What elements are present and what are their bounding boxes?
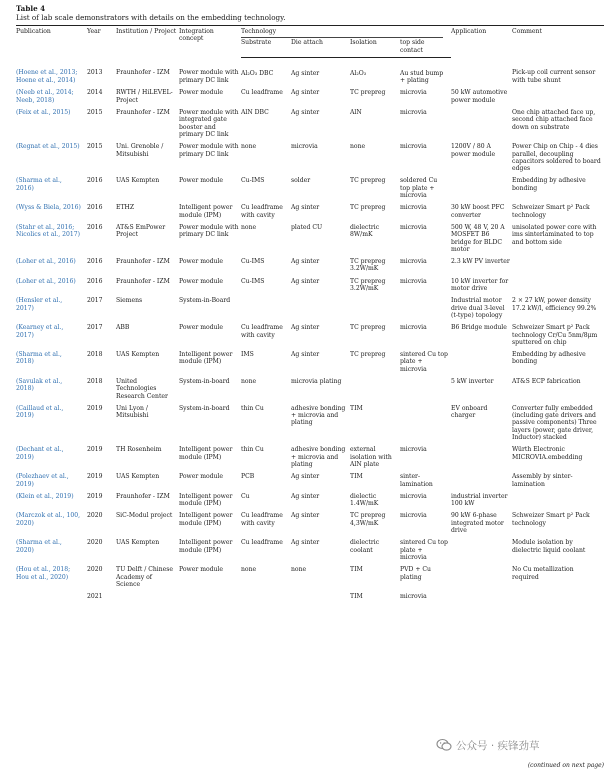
cell-substrate: Al₂O₃ DBC (241, 69, 274, 77)
cell-integration: Intelligent power module (IPM) (179, 492, 233, 508)
watermark-text: 公众号 · 疾锋劲草 (456, 739, 540, 752)
cell-application (451, 536, 512, 563)
cell-substrate: thin Cu (241, 446, 264, 454)
cell-top-side-contact: microvia (400, 143, 427, 151)
cell-institution: United Technologies Research Center (116, 377, 168, 400)
cell-comment: 2 × 27 kW, power density 17.2 kW/l, efficiency 99.2% (512, 297, 597, 312)
cell-isolation: TIM (350, 566, 363, 574)
cell-year: 2016 (87, 258, 103, 266)
cell-top-side-contact: microvia (400, 109, 427, 117)
cell-integration: Power module with primary DC link (179, 143, 239, 158)
header-comment: Comment (512, 26, 604, 58)
cell-application: 5 kW inverter (451, 377, 494, 385)
cell-top-side-contact: microvia (400, 512, 427, 520)
cell-top-side-contact: microvia (400, 277, 427, 285)
cell-substrate (241, 294, 291, 321)
cell-top-side-contact: microvia (400, 593, 427, 601)
cell-application: 1200V / 80 A power module (451, 143, 496, 158)
table-row (16, 174, 604, 201)
cell-die-attach: solder (291, 177, 311, 185)
cell-top-side-contact: sintered Cu top plate + microvia (400, 351, 448, 373)
cell-application: Industrial motor drive dual 3-level (t-type) topology (451, 297, 505, 319)
cell-top-side-contact: soldered Cu top plate + microvia (400, 177, 438, 200)
cell-integration: Power module (179, 177, 224, 185)
watermark-badge (432, 736, 606, 754)
cell-application (451, 57, 512, 86)
header-row-top (16, 26, 604, 39)
cell-substrate: AlN DBC (241, 109, 269, 117)
cell-die-attach: Ag sinter (291, 277, 320, 285)
header-integration: Integration concept (179, 26, 241, 58)
cell-integration (179, 590, 241, 602)
continued-note: (continued on next page) (527, 762, 604, 769)
cell-institution (116, 590, 179, 602)
cell-die-attach: Ag sinter (291, 351, 320, 359)
cell-institution: SiC-Modul project (116, 512, 173, 520)
cell-publication[interactable]: (Savulak et al., 2018) (16, 377, 63, 393)
cell-substrate: Cu-IMS (241, 258, 265, 266)
cell-top-side-contact: microvia (400, 223, 427, 231)
cell-publication[interactable]: (Sharma et al., 2016) (16, 177, 62, 192)
cell-application (451, 470, 512, 490)
table-row (16, 201, 604, 221)
cell-comment (512, 86, 604, 106)
table-row (16, 294, 604, 321)
cell-integration: Intelligent power module (IPM) (179, 539, 233, 554)
cell-institution: AT&S EmPower Project (116, 223, 166, 239)
cell-isolation: external isolation with AlN plate (350, 446, 392, 468)
cell-comment: Converter fully embedded (including gate drivers and passive components) Three layers (power, gate driver, Inductor) stacked (512, 404, 597, 442)
cell-isolation: dielectric 8W/mK (350, 223, 380, 239)
cell-integration: Power module (179, 473, 224, 481)
cell-application: EV onboard charger (451, 404, 488, 420)
cell-die-attach (291, 294, 350, 321)
cell-year: 2019 (87, 473, 103, 481)
cell-year: 2015 (87, 143, 103, 151)
cell-publication[interactable]: (Marczok et al., 100, 2020) (16, 512, 81, 527)
cell-die-attach: Ag sinter (291, 89, 320, 97)
wechat-icon (436, 738, 452, 752)
table-row (16, 140, 604, 174)
table-row (16, 590, 604, 602)
cell-substrate: Cu leadframe (241, 89, 283, 97)
cell-institution: RWTH / HiLEVEL-Project (116, 89, 173, 104)
cell-substrate: Cu leadframe (241, 539, 283, 547)
table-row (16, 86, 604, 106)
cell-substrate: Cu-IMS (241, 177, 265, 185)
cell-die-attach (291, 590, 350, 602)
table-row (16, 443, 604, 470)
cell-isolation: TIM (350, 404, 363, 412)
cell-substrate: thin Cu (241, 404, 264, 412)
cell-isolation: TC prepreg 3.2W/mK (350, 258, 386, 273)
cell-publication[interactable]: (Klein et al., 2019) (16, 492, 74, 500)
cell-institution: Fraunhofer - IZM (116, 492, 170, 500)
cell-substrate: PCB (241, 473, 255, 481)
cell-institution: UAS Kempten (116, 539, 160, 547)
cell-application: B6 Bridge module (451, 324, 507, 332)
cell-publication[interactable] (16, 590, 87, 602)
cell-application (451, 443, 512, 470)
cell-isolation: none (350, 143, 366, 151)
cell-isolation (350, 375, 400, 402)
cell-die-attach: Ag sinter (291, 204, 320, 212)
cell-die-attach: Ag sinter (291, 492, 320, 500)
cell-publication[interactable]: (Sharma et al., 2020) (16, 539, 62, 554)
cell-comment: No Cu metallization required (512, 566, 574, 581)
cell-publication[interactable]: (Caillaud et al., 2019) (16, 404, 64, 420)
demonstrators-table (16, 25, 604, 602)
cell-publication[interactable]: (Feix et al., 2015) (16, 109, 71, 117)
cell-application: 50 kW automotive power module (451, 89, 508, 104)
cell-integration: System-in-board (179, 377, 230, 385)
cell-application (451, 563, 512, 590)
cell-isolation: TIM (350, 593, 363, 601)
cell-year: 2017 (87, 324, 103, 332)
cell-substrate: Cu leadframe with cavity (241, 512, 283, 527)
cell-application (451, 174, 512, 201)
cell-top-side-contact: sinter-lamination (400, 473, 433, 488)
cell-year: 2014 (87, 89, 103, 97)
cell-isolation: TC prepreg (350, 351, 386, 359)
header-technology-group (241, 26, 451, 39)
cell-institution: ETHZ (116, 204, 135, 212)
table-caption: List of lab scale demonstrators with details on the embedding technology. (16, 13, 286, 22)
cell-die-attach: Ag sinter (291, 109, 320, 117)
cell-year: 2015 (87, 109, 103, 117)
cell-substrate: Cu leadframe with cavity (241, 324, 283, 339)
cell-integration: Power module (179, 566, 224, 574)
cell-isolation: Al₂O₃ (350, 69, 367, 77)
cell-comment: Schweizer Smart p² Pack technology (512, 204, 590, 219)
cell-substrate: none (241, 223, 257, 231)
cell-application: industrial inverter 100 kW (451, 492, 508, 508)
table-row (16, 348, 604, 375)
cell-die-attach: microvia plating (291, 377, 342, 385)
cell-die-attach: microvia (291, 143, 318, 151)
table-row (16, 402, 604, 443)
header-top-side-contact: top side contact (400, 38, 451, 57)
cell-institution: UAS Kempten (116, 351, 160, 359)
cell-year: 2018 (87, 377, 103, 385)
cell-comment: AT&S ECP fabrication (512, 377, 581, 385)
cell-isolation (350, 294, 400, 321)
header-isolation: Isolation (350, 38, 400, 57)
cell-year: 2020 (87, 512, 103, 520)
table-row (16, 255, 604, 275)
cell-die-attach: Ag sinter (291, 258, 320, 266)
table-row (16, 321, 604, 348)
table-row (16, 563, 604, 590)
table-body (16, 57, 604, 602)
header-institution: Institution / Project (116, 26, 179, 58)
cell-institution: Siemens (116, 297, 143, 305)
cell-top-side-contact: microvia (400, 89, 427, 97)
cell-year: 2021 (87, 593, 103, 601)
cell-top-side-contact: microvia (400, 446, 427, 454)
cell-comment (512, 590, 604, 602)
cell-isolation: TIM (350, 473, 363, 481)
cell-application: 90 kW 6-phase integrated motor drive (451, 512, 504, 535)
cell-comment: Pick-up coil current sensor with tube shunt (512, 69, 596, 84)
cell-integration: Intelligent power module (IPM) (179, 512, 233, 527)
cell-institution: Fraunhofer - IZM (116, 258, 170, 266)
cell-publication[interactable]: (Kearney et al., 2017) (16, 324, 64, 339)
cell-comment (512, 255, 604, 275)
document-page (16, 4, 604, 602)
cell-year: 2018 (87, 351, 103, 359)
cell-isolation: TC prepreg (350, 89, 386, 97)
cell-top-side-contact: PVD + Cu plating (400, 566, 431, 581)
cell-integration: Intelligent power module (IPM) (179, 204, 233, 219)
cell-substrate: Cu leadframe with cavity (241, 204, 283, 219)
cell-integration: Power module with primary DC link (179, 223, 239, 239)
cell-application (451, 590, 512, 602)
cell-substrate: Cu-IMS (241, 277, 265, 285)
cell-isolation: TC prepreg (350, 324, 386, 332)
cell-year: 2019 (87, 446, 103, 454)
cell-year: 2020 (87, 566, 103, 574)
cell-die-attach: adhesive bonding + microvia and plating (291, 404, 346, 427)
cell-year: 2016 (87, 277, 103, 285)
cell-comment (512, 275, 604, 295)
cell-institution: TH Rosenheim (116, 446, 162, 454)
header-publication: Publication (16, 26, 87, 58)
cell-isolation: dielectric coolant (350, 539, 380, 554)
cell-substrate: none (241, 143, 257, 151)
cell-institution: UAS Kempten (116, 473, 160, 481)
table-row (16, 470, 604, 490)
cell-isolation: TC prepreg 3.2W/mK (350, 277, 386, 293)
cell-integration: Power module (179, 277, 224, 285)
header-substrate: Substrate (241, 38, 291, 57)
cell-year: 2013 (87, 69, 103, 77)
cell-substrate (241, 590, 291, 602)
cell-application: 2.3 kW PV inverter (451, 258, 510, 266)
cell-publication[interactable]: (Loher et al., 2016) (16, 258, 76, 266)
cell-top-side-contact: sintered Cu top plate + microvia (400, 539, 448, 561)
table-row (16, 375, 604, 402)
cell-comment: Embedding by adhesive bonding (512, 177, 586, 192)
cell-isolation: TC prepreg (350, 177, 386, 185)
table-row (16, 221, 604, 255)
cell-institution: Fraunhofer - IZM (116, 109, 170, 117)
cell-publication[interactable]: (Polezhaev et al., 2019) (16, 473, 69, 488)
cell-isolation: TC prepreg 4,3W/mK (350, 512, 386, 527)
cell-comment: Assembly by sinter-lamination (512, 473, 573, 488)
cell-publication[interactable]: (Sharma et al., 2018) (16, 351, 62, 366)
table-row (16, 490, 604, 510)
cell-isolation: dielectic 1.4W/mK (350, 492, 379, 508)
cell-comment: Power Chip on Chip - 4 dies parallel, decoupling capacitors soldered to board edges (512, 143, 601, 173)
header-technology: Technology (241, 28, 443, 38)
table-row (16, 106, 604, 140)
cell-die-attach: Ag sinter (291, 512, 320, 520)
cell-die-attach: plated CU (291, 223, 323, 231)
cell-comment: Schweizer Smart p² Pack technology Cr/Cu 5nm/8μm sputtered on chip (512, 324, 598, 346)
cell-comment: unisolated power core with ims sinterlaminated to top and bottom side (512, 223, 597, 246)
cell-top-side-contact (400, 375, 451, 402)
cell-isolation: AlN (350, 109, 362, 117)
cell-die-attach: Ag sinter (291, 539, 320, 547)
cell-year: 2016 (87, 204, 103, 212)
cell-integration: System-in-board (179, 404, 230, 412)
cell-institution: Uni. Grenoble / Mitsubishi (116, 143, 164, 158)
cell-publication[interactable]: (Stahr et al., 2016; Nicolics et al., 2017) (16, 223, 81, 239)
cell-comment: Schweizer Smart p² Pack technology (512, 512, 590, 527)
cell-comment: Würth Electronic MICROVIA.embedding (512, 446, 583, 461)
cell-comment: Module isolation by dielectric liquid coolant (512, 539, 586, 554)
cell-top-side-contact (400, 294, 451, 321)
cell-comment: Embedding by adhesive bonding (512, 351, 586, 366)
table-row (16, 536, 604, 563)
cell-substrate: Cu (241, 492, 250, 500)
cell-die-attach: adhesive bonding + microvia and plating (291, 446, 346, 468)
cell-top-side-contact (400, 402, 451, 443)
cell-application: 30 kW boost PFC converter (451, 204, 505, 219)
table-label: Table 4 (16, 4, 46, 13)
cell-application: 10 kW inverter for motor drive (451, 277, 509, 293)
cell-institution: TU Delft / Chinese Academy of Science (116, 566, 174, 588)
cell-institution: Fraunhofer - IZM (116, 69, 170, 77)
cell-publication[interactable]: (Regnat et al., 2015) (16, 143, 80, 151)
cell-publication[interactable]: (Wyss & Biela, 2016) (16, 204, 81, 212)
cell-publication[interactable]: (Loher et al., 2016) (16, 277, 76, 285)
cell-comment (512, 490, 604, 510)
cell-integration: Power module with primary DC link (179, 69, 239, 84)
cell-substrate: none (241, 377, 257, 385)
cell-top-side-contact: Au stud bump + plating (400, 69, 444, 85)
cell-comment: One chip attached face up, second chip attached face down on substrate (512, 109, 596, 131)
cell-die-attach: Ag sinter (291, 473, 320, 481)
cell-top-side-contact: microvia (400, 258, 427, 266)
cell-year: 2016 (87, 177, 103, 185)
cell-integration: Intelligent power module (IPM) (179, 446, 233, 461)
cell-integration: Power module (179, 258, 224, 266)
cell-isolation: TC prepreg (350, 204, 386, 212)
table-row (16, 57, 604, 86)
cell-publication[interactable]: (Hoene et al., 2013; Hoene et al., 2014) (16, 69, 78, 84)
header-year: Year (87, 26, 116, 58)
cell-year: 2017 (87, 297, 103, 305)
cell-die-attach: Ag sinter (291, 324, 320, 332)
cell-integration: Power module (179, 89, 224, 97)
cell-integration: Power module with integrated gate booster and primary DC link (179, 109, 239, 138)
cell-year: 2019 (87, 492, 103, 500)
cell-application (451, 106, 512, 140)
table-row (16, 509, 604, 536)
cell-institution: ABB (116, 324, 130, 332)
cell-application (451, 348, 512, 375)
cell-die-attach: Ag sinter (291, 69, 320, 77)
header-application: Application (451, 26, 512, 58)
cell-publication[interactable]: (Hou et al., 2018; Hou et al., 2020) (16, 566, 71, 581)
header-die-attach: Die attach (291, 38, 350, 57)
cell-top-side-contact: microvia (400, 204, 427, 212)
cell-integration: Power module (179, 324, 224, 332)
cell-publication[interactable]: (Dechant et al., 2019) (16, 446, 64, 461)
cell-top-side-contact: microvia (400, 492, 427, 500)
cell-integration: System-in-Board (179, 297, 231, 305)
cell-year: 2019 (87, 404, 103, 412)
cell-institution: Fraunhofer - IZM (116, 277, 170, 285)
cell-year: 2016 (87, 223, 103, 231)
cell-application: 500 W, 48 V, 20 A MOSFET B6 bridge for BLDC motor (451, 223, 505, 253)
cell-integration: Intelligent power module (IPM) (179, 351, 233, 366)
cell-year: 2020 (87, 539, 103, 547)
cell-institution: Uni Lyon / Mitsubishi (116, 404, 149, 420)
cell-institution: UAS Kempten (116, 177, 160, 185)
cell-substrate: none (241, 566, 257, 574)
cell-publication[interactable]: (Neeb et al., 2014; Neeb, 2018) (16, 89, 74, 104)
cell-publication[interactable]: (Hensler et al., 2017) (16, 297, 63, 312)
cell-top-side-contact: microvia (400, 324, 427, 332)
table-row (16, 275, 604, 295)
cell-substrate: IMS (241, 351, 254, 359)
cell-die-attach: none (291, 566, 307, 574)
